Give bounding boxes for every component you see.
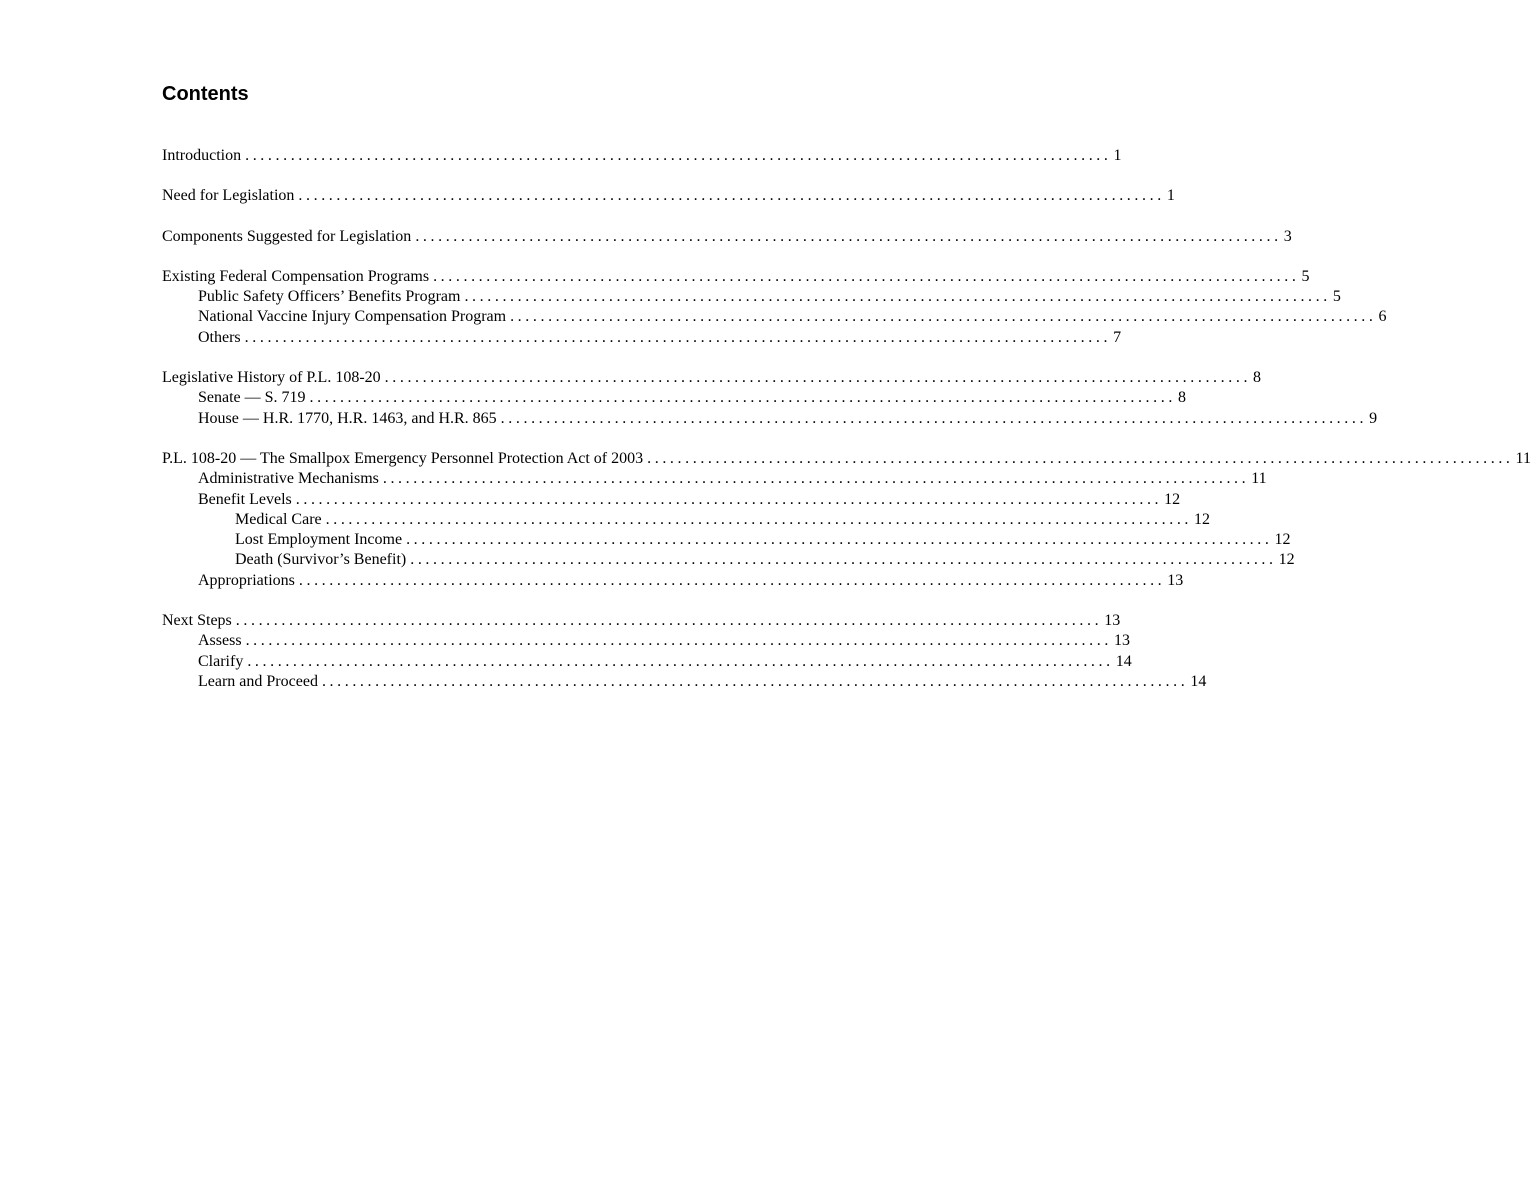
dot-leader: ..................................................................................................................	[384, 369, 1252, 387]
toc-page-number: 12	[1164, 490, 1181, 508]
toc-entry-others[interactable]	[162, 328, 1122, 348]
dot-leader: ..................................................................................................................	[309, 389, 1176, 407]
dot-leader: ..................................................................................................................	[464, 288, 1331, 306]
toc-entry-text: Death (Survivor’s Benefit)	[235, 551, 407, 569]
toc-entry-death-survivor-benefit[interactable]	[162, 550, 1295, 570]
toc-entry-text: National Vaccine Injury Compensation Program	[198, 308, 507, 326]
toc-page-number: 13	[1113, 632, 1130, 650]
dot-leader: ..................................................................................................................	[244, 328, 1112, 346]
toc-entry-next-steps[interactable]	[162, 611, 1121, 631]
toc-page-number: 11	[1251, 470, 1267, 488]
dot-leader: ..................................................................................................................	[321, 672, 1189, 690]
toc-entry-text: House — H.R. 1770, H.R. 1463, and H.R. 865	[198, 409, 497, 427]
dot-leader: ..................................................................................................................	[298, 187, 1165, 205]
dot-leader: ..................................................................................................................	[245, 632, 1112, 650]
toc-entry-text: Appropriations	[198, 571, 295, 589]
toc-page-number: 1	[1113, 147, 1122, 164]
toc-page-number: 8	[1253, 369, 1262, 387]
toc-page-number: 12	[1274, 531, 1291, 549]
toc-group-next-steps	[162, 611, 1207, 692]
toc-entry-administrative-mechanisms[interactable]	[162, 469, 1267, 489]
dot-leader: ..................................................................................................................	[510, 308, 1377, 326]
toc-entry-text: Learn and Proceed	[198, 672, 318, 690]
toc-entry-house[interactable]	[162, 409, 1378, 429]
toc-entry-legislative-history[interactable]	[162, 368, 1262, 388]
dot-leader: ..................................................................................................................	[415, 227, 1282, 245]
toc-page-number: 1	[1166, 187, 1175, 205]
toc-entry-text: Medical Care	[235, 510, 322, 528]
toc-entry-text: Existing Federal Compensation Programs	[162, 267, 430, 285]
dot-leader: ..................................................................................................................	[298, 571, 1166, 589]
toc-page-number: 14	[1190, 672, 1207, 690]
toc-page-number: 12	[1194, 510, 1211, 528]
toc-page-number: 11	[1515, 449, 1531, 467]
toc-entry-text: Need for Legislation	[162, 187, 295, 205]
toc-entry-text: Introduction	[162, 147, 242, 164]
toc-entry-assess[interactable]	[162, 631, 1130, 651]
toc-entry-existing-programs[interactable]	[162, 267, 1310, 287]
toc-entry-introduction[interactable]	[162, 146, 1122, 166]
toc-page-number: 14	[1115, 652, 1132, 670]
toc-group-components	[162, 227, 1292, 247]
toc-entry-text: Clarify	[198, 652, 244, 670]
toc-entry-text: Assess	[198, 632, 242, 650]
dot-leader: ..................................................................................................................	[235, 612, 1103, 630]
toc-entry-text: Administrative Mechanisms	[198, 470, 379, 488]
toc-page-number: 5	[1332, 288, 1341, 306]
toc-page-number: 7	[1113, 328, 1122, 346]
toc-page-number: 3	[1283, 227, 1292, 245]
toc-page-number: 6	[1378, 308, 1387, 326]
page-title: Contents	[162, 83, 249, 105]
toc-entry-lost-employment-income[interactable]	[162, 530, 1291, 550]
toc-entry-text: Benefit Levels	[198, 490, 292, 508]
toc-entry-text: Others	[198, 328, 241, 346]
toc-page-number: 5	[1301, 267, 1310, 285]
toc-entry-psob-program[interactable]	[162, 287, 1341, 307]
dot-leader: ..................................................................................................................	[410, 551, 1277, 569]
toc-entry-text: Components Suggested for Legislation	[162, 227, 412, 245]
dot-leader: ..................................................................................................................	[295, 490, 1163, 508]
toc-entry-text: Lost Employment Income	[235, 531, 403, 549]
toc-entry-senate[interactable]	[162, 388, 1186, 408]
toc-group-existing-programs	[162, 267, 1387, 348]
toc-entry-clarify[interactable]	[162, 652, 1132, 672]
toc-entry-sepp-act[interactable]	[162, 449, 1531, 469]
toc-page-number: 12	[1278, 551, 1295, 569]
toc-page-number: 8	[1177, 389, 1186, 407]
toc-entry-components[interactable]	[162, 227, 1292, 247]
toc-entry-medical-care[interactable]	[162, 510, 1211, 530]
toc-entry-text: Senate — S. 719	[198, 389, 306, 407]
toc-entry-appropriations[interactable]	[162, 571, 1184, 591]
dot-leader: ..................................................................................................................	[245, 147, 1112, 164]
toc-entry-text: Next Steps	[162, 612, 232, 630]
toc-entry-learn-and-proceed[interactable]	[162, 672, 1207, 692]
toc-entry-vaccine-injury-program[interactable]	[162, 307, 1387, 327]
table-of-contents	[162, 146, 1531, 712]
toc-page-number: 9	[1369, 409, 1378, 427]
dot-leader: ..................................................................................................................	[647, 449, 1514, 467]
toc-group-need	[162, 186, 1175, 206]
toc-group-pl-108-20	[162, 449, 1531, 591]
dot-leader: ..................................................................................................................	[382, 470, 1250, 488]
toc-entry-text: P.L. 108-20 — The Smallpox Emergency Personnel Protection Act of 2003	[162, 449, 644, 467]
toc-entry-text: Public Safety Officers’ Benefits Program	[198, 288, 461, 306]
toc-group-legislative-history	[162, 368, 1378, 429]
dot-leader: ..................................................................................................................	[433, 267, 1300, 285]
toc-page-number: 13	[1104, 612, 1121, 630]
toc-entry-text: Legislative History of P.L. 108-20	[162, 369, 381, 387]
toc-entry-benefit-levels[interactable]	[162, 490, 1181, 510]
toc-group-introduction	[162, 146, 1122, 166]
toc-entry-need-for-legislation[interactable]	[162, 186, 1175, 206]
dot-leader: ..................................................................................................................	[247, 652, 1114, 670]
dot-leader: ..................................................................................................................	[500, 409, 1368, 427]
dot-leader: ..................................................................................................................	[325, 510, 1193, 528]
toc-page-number: 13	[1167, 571, 1184, 589]
dot-leader: ..................................................................................................................	[406, 531, 1273, 549]
